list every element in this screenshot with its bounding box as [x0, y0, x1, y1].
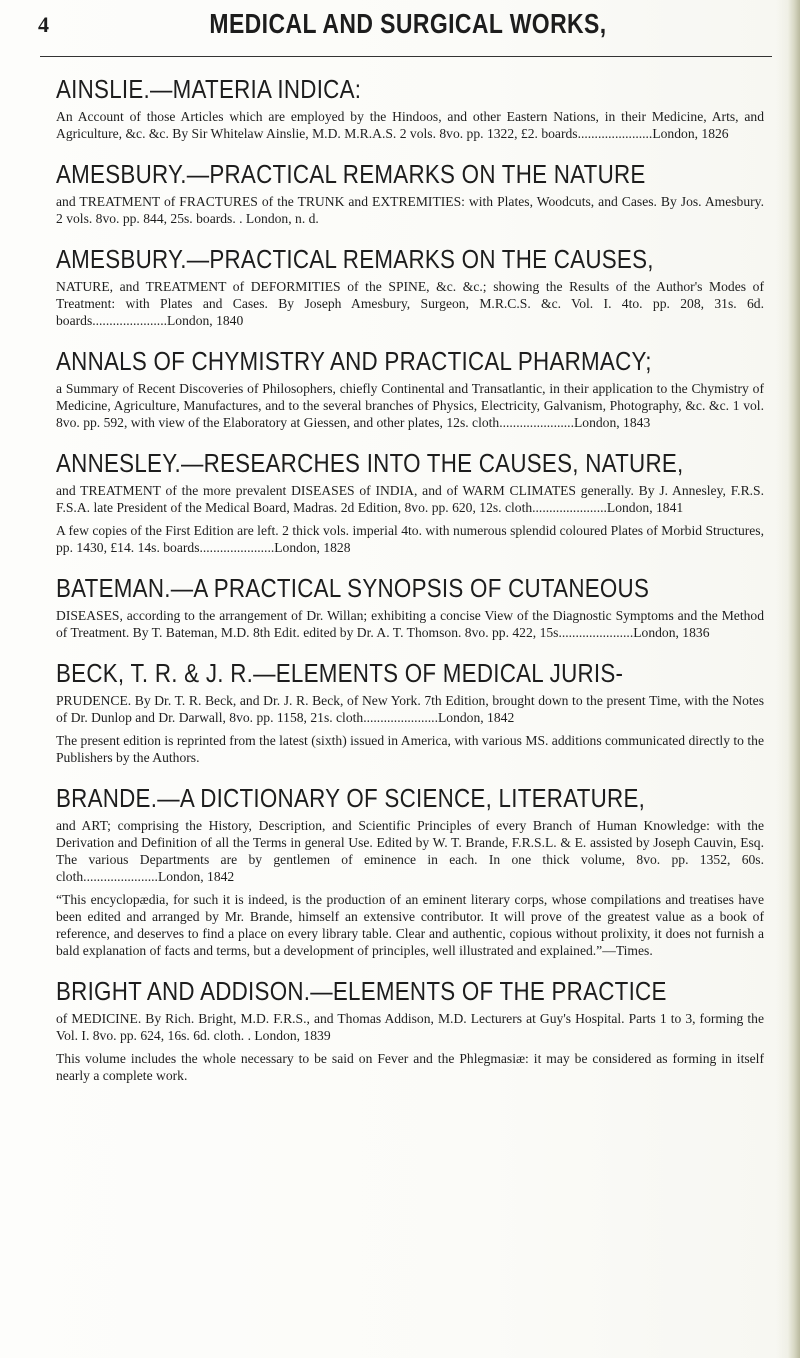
catalogue-entry-bright-addison	[56, 976, 764, 1084]
entry-note: This volume includes the whole necessary to be said on Fever and the Phlegmasiæ: it may be considered as forming in itself nearly a complete work.	[56, 1051, 764, 1083]
entry-heading: BRANDE.—A DICTIONARY OF SCIENCE, LITERATURE,	[56, 783, 646, 813]
entry-description: and ART; comprising the History, Description, and Scientific Principles of every Branch of Human Knowledge: with the Derivation and Definition of all the Terms in general Use. Edited by W. T. Brande, F.R.S.L. & E. assisted by Joseph Cauvin, Esq. The various Departments are by gentlemen of eminence in each. In one thick volume, 8vo. pp. 1352, 60s. cloth......................London, 1842	[56, 818, 764, 884]
catalogue-entry-annals-chymistry	[56, 346, 764, 431]
catalogue-entry-bateman	[56, 573, 764, 641]
entry-review-quote: “This encyclopædia, for such it is indeed, is the production of an eminent literary corps, whose compilations and treatises have been edited and arranged by Mr. Brande, himself an extensive contributor. It will prove of the greatest value as a book of reference, and deserves to find a place on every library table. Clear and authentic, copious without prolixity, it does not furnish a bald explanation of facts and terms, but a development of principles, well illustrated and explained.”—Times.	[56, 892, 764, 958]
entry-heading: BATEMAN.—A PRACTICAL SYNOPSIS OF CUTANEOUS	[56, 573, 650, 603]
entry-description: PRUDENCE. By Dr. T. R. Beck, and Dr. J. R. Beck, of New York. 7th Edition, brought down to the present Time, with the Notes of Dr. Dunlop and Dr. Darwall, 8vo. pp. 1158, 21s. cloth......................London, 1842	[56, 693, 764, 725]
entry-description: a Summary of Recent Discoveries of Philosophers, chiefly Continental and Transatlantic, in their application to the Chymistry of Medicine, Agriculture, Manufactures, and to the several branches of Physics, Electricity, Galvanism, Photography, &c. &c. 1 vol. 8vo. pp. 592, with view of the Elaboratory at Giessen, and other plates, 12s. cloth......................London, 1843	[56, 381, 764, 430]
page-header	[38, 8, 778, 54]
entry-note: A few copies of the First Edition are left. 2 thick vols. imperial 4to. with numerous splendid coloured Plates of Morbid Structures, pp. 1430, £14. 14s. boards......................London, 1828	[56, 523, 764, 555]
entry-description: and TREATMENT of the more prevalent DISEASES of INDIA, and of WARM CLIMATES generally. By J. Annesley, F.R.S. F.S.A. late President of the Medical Board, Madras. 2d Edition, 8vo. pp. 620, 12s. cloth......................London, 1841	[56, 483, 764, 515]
entry-heading: AMESBURY.—PRACTICAL REMARKS ON THE NATURE	[56, 159, 646, 189]
entry-heading: AMESBURY.—PRACTICAL REMARKS ON THE CAUSES,	[56, 244, 654, 274]
catalogue-entry-beck	[56, 658, 764, 766]
catalogue-entry-amesbury-fractures	[56, 159, 764, 227]
catalogue-entry-amesbury-spine	[56, 244, 764, 329]
header-rule	[40, 56, 772, 57]
page-number: 4	[38, 12, 49, 37]
page-edge-shadow	[788, 0, 800, 1358]
entry-heading: BECK, T. R. & J. R.—ELEMENTS OF MEDICAL JURIS-	[56, 658, 624, 688]
catalogue-entry-ainslie	[56, 74, 764, 142]
entry-heading: BRIGHT AND ADDISON.—ELEMENTS OF THE PRACTICE	[56, 976, 667, 1006]
entry-heading: ANNALS OF CHYMISTRY AND PRACTICAL PHARMACY;	[56, 346, 652, 376]
catalogue-entry-annesley	[56, 448, 764, 556]
catalogue-entry-brande	[56, 783, 764, 959]
running-title: MEDICAL AND SURGICAL WORKS,	[209, 8, 607, 39]
entry-description: DISEASES, according to the arrangement of Dr. Willan; exhibiting a concise View of the Diagnostic Symptoms and the Method of Treatment. By T. Bateman, M.D. 8th Edit. edited by Dr. A. T. Thomson. 8vo. pp. 422, 15s......................London, 1836	[56, 608, 764, 640]
entry-description: and TREATMENT of FRACTURES of the TRUNK and EXTREMITIES: with Plates, Woodcuts, and Cases. By Jos. Amesbury. 2 vols. 8vo. pp. 844, 25s. boards. . London, n. d.	[56, 194, 764, 226]
entry-note: The present edition is reprinted from the latest (sixth) issued in America, with various MS. additions communicated directly to the Publishers by the Authors.	[56, 733, 764, 765]
entry-description: of MEDICINE. By Rich. Bright, M.D. F.R.S., and Thomas Addison, M.D. Lecturers at Guy's Hospital. Parts 1 to 3, forming the Vol. I. 8vo. pp. 624, 16s. 6d. cloth. . London, 1839	[56, 1011, 764, 1043]
entry-heading: ANNESLEY.—RESEARCHES INTO THE CAUSES, NATURE,	[56, 448, 684, 478]
entry-heading: AINSLIE.—MATERIA INDICA:	[56, 74, 362, 104]
catalogue-list	[56, 74, 764, 1101]
entry-description: NATURE, and TREATMENT of DEFORMITIES of the SPINE, &c. &c.; showing the Results of the Author's Modes of Treatment: with Plates and Cases. By Joseph Amesbury, Surgeon, M.R.C.S. &c. Vol. I. 4to. pp. 208, 31s. 6d. boards......................London, 1840	[56, 279, 764, 328]
entry-description: An Account of those Articles which are employed by the Hindoos, and other Eastern Nations, in their Medicine, Arts, and Agriculture, &c. &c. By Sir Whitelaw Ainslie, M.D. M.R.A.S. 2 vols. 8vo. pp. 1322, £2. boards......................London, 1826	[56, 109, 764, 141]
